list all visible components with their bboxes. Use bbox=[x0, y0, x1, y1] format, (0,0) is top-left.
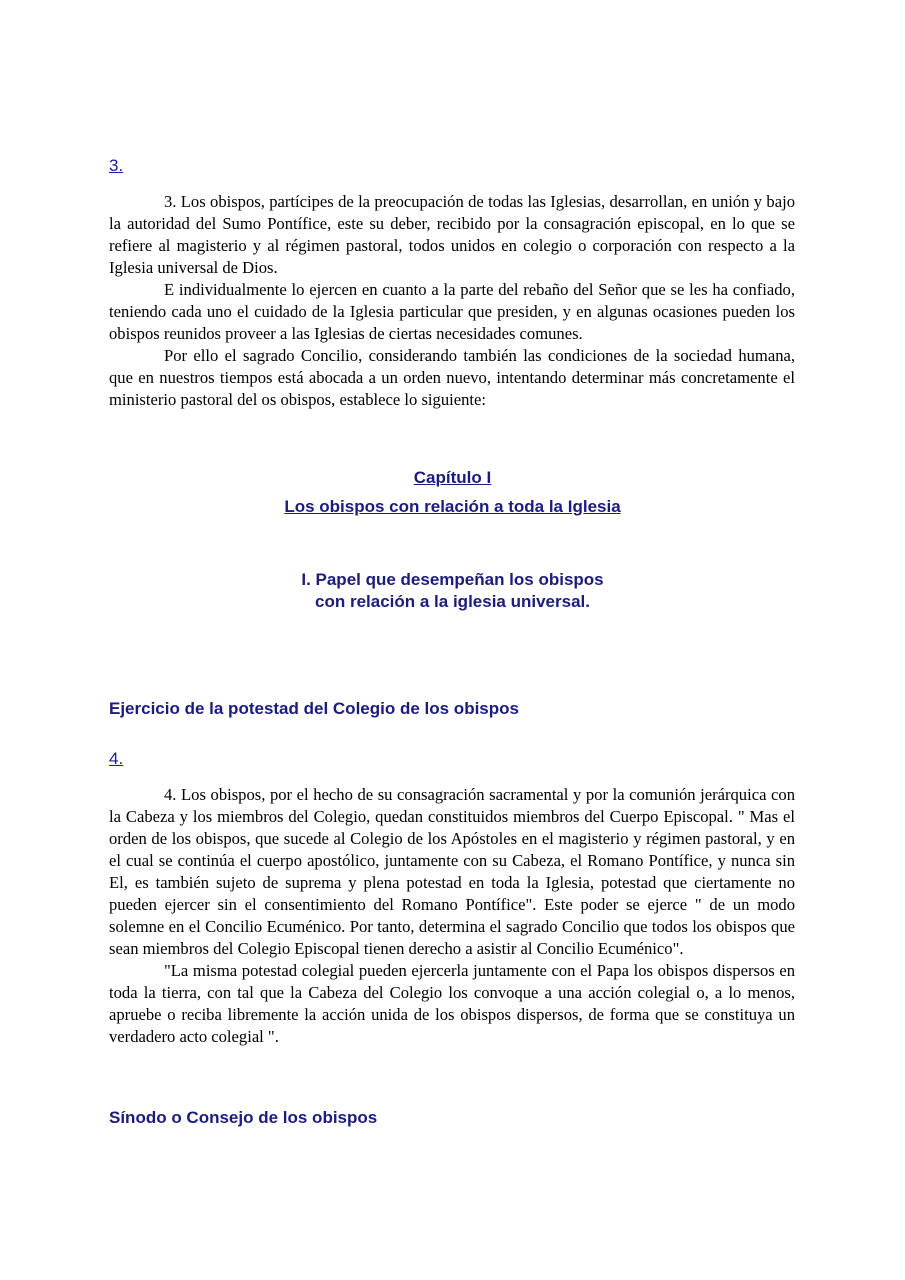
chapter-title[interactable] bbox=[0, 467, 905, 489]
paragraph: E individualmente lo ejercen en cuanto a la parte del rebaño del Señor que se les ha confiado, teniendo cada uno el cuidado de la Iglesia particular que presiden, y en algunas ocasiones pueden los obispos reunidos proveer a las Iglesias de ciertas necesidades comunes. bbox=[109, 280, 795, 343]
part-heading-line-1: I. Papel que desempeñan los obispos bbox=[301, 570, 604, 589]
paragraph: 3. Los obispos, partícipes de la preocupación de todas las Iglesias, desarrollan, en unión y bajo la autoridad del Sumo Pontífice, este su deber, recibido por la consagración episcopal, en lo que se refiere al magisterio y al régimen pastoral, todos unidos en colegio o corporación con respecto a la Iglesia universal de Dios. bbox=[109, 192, 795, 277]
section-heading-ejercicio: Ejercicio de la potestad del Colegio de los obispos bbox=[109, 699, 519, 718]
paragraph: Por ello el sagrado Concilio, considerando también las condiciones de la sociedad humana, que en nuestros tiempos está abocada a un orden nuevo, intentando determinar más concretamente el ministerio pastoral del os obispos, establece lo siguiente: bbox=[109, 346, 795, 409]
section-heading-sinodo: Sínodo o Consejo de los obispos bbox=[109, 1108, 378, 1127]
section-3-body bbox=[109, 191, 795, 411]
chapter-title-text[interactable]: Capítulo I bbox=[413, 468, 492, 487]
section-4-link[interactable]: 4. bbox=[109, 749, 124, 768]
section-4-body bbox=[109, 784, 795, 1048]
paragraph: 4. Los obispos, por el hecho de su consagración sacramental y por la comunión jerárquica con la Cabeza y los miembros del Colegio, quedan constituidos miembros del Cuerpo Episcopal. " Mas el orden de los obispos, que sucede al Colegio de los Apóstoles en el magisterio y régimen pastoral, y en el cual se continúa el cuerpo apostólico, juntamente con su Cabeza, el Romano Pontífice, y nunca sin El, es también sujeto de suprema y plena potestad en toda la Iglesia, potestad que ciertamente no pueden ejercer sin el consentimiento del Romano Pontífice". Este poder se ejerce " de un modo solemne en el Concilio Ecuménico. Por tanto, determina el sagrado Concilio que todos los obispos que sean miembros del Colegio Episcopal tienen derecho a asistir al Concilio Ecuménico". bbox=[109, 785, 795, 958]
section-3-link[interactable]: 3. bbox=[109, 156, 124, 175]
part-heading-line-2: con relación a la iglesia universal. bbox=[315, 592, 590, 611]
chapter-subtitle[interactable] bbox=[0, 496, 905, 518]
chapter-subtitle-text[interactable]: Los obispos con relación a toda la Iglesia bbox=[284, 497, 621, 516]
paragraph: "La misma potestad colegial pueden ejercerla juntamente con el Papa los obispos dispersos en toda la tierra, con tal que la Cabeza del Colegio los convoque a una acción colegial o, a lo menos, apruebe o reciba libremente la acción unida de los obispos dispersos, de forma que se constituya un verdadero acto colegial ". bbox=[109, 961, 795, 1046]
